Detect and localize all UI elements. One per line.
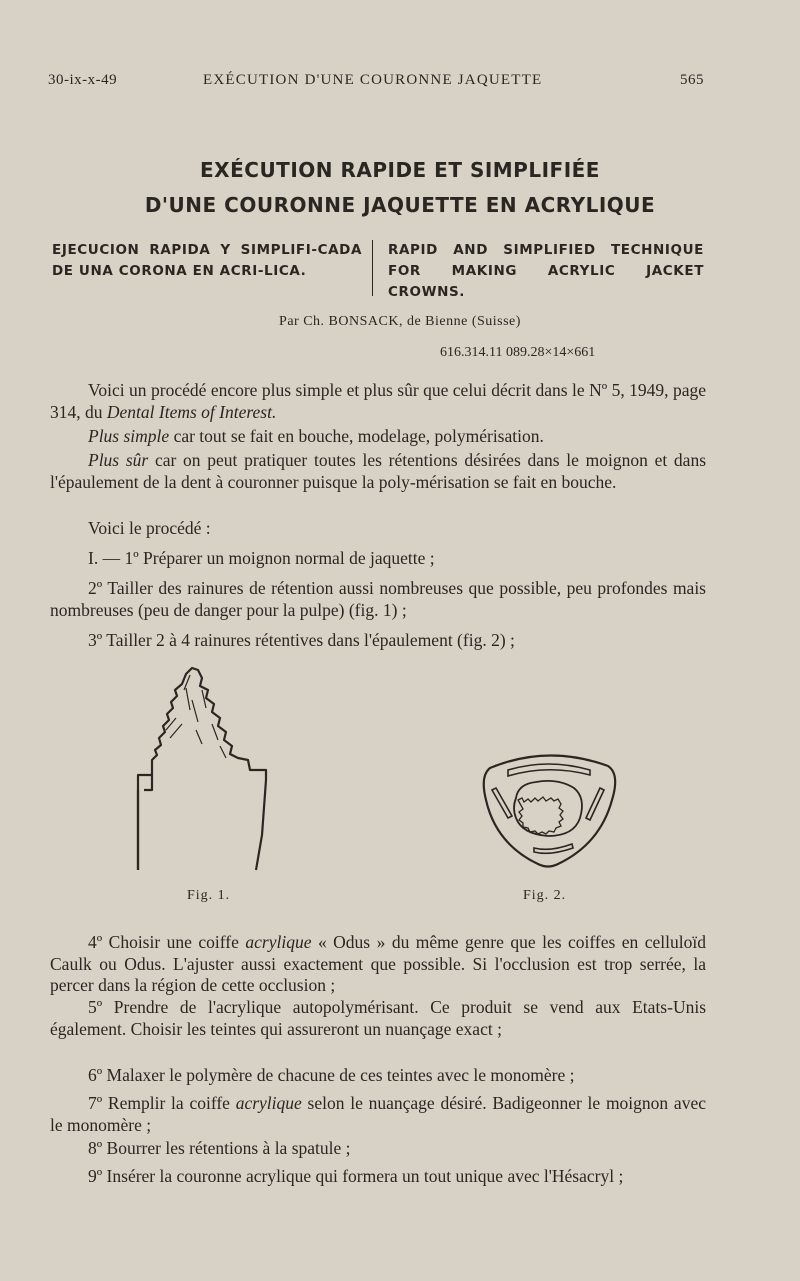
issue-date: 30-ix-x-49 bbox=[48, 72, 118, 88]
classification-code: 616.314.11 089.28×14×661 bbox=[440, 345, 596, 360]
step-2-text: 2º Tailler des rainures de rétention aussi nombreuses que possible, peu profondes mais nombreuses (peu de danger pour la pulpe) (fig. 1) ; bbox=[50, 578, 706, 620]
figure-1-caption: Fig. 1. bbox=[187, 888, 231, 903]
intro-paragraph-3 bbox=[50, 450, 706, 493]
step-7-text-rest: selon le nuançage désiré. Badigeonner le moignon avec le monomère ; bbox=[50, 1093, 706, 1135]
spanish-subtitle: EJECUCION RAPIDA Y SIMPLIFI-CADA DE UNA CORONA EN ACRI-LICA. bbox=[52, 242, 362, 279]
step-5-text: 5º Prendre de l'acrylique autopolymérisant. Ce produit se vend aux Etats-Unis également. Choisir les teintes qui assureront un nuançage exact ; bbox=[50, 997, 706, 1039]
figure-1-drawing bbox=[130, 660, 290, 880]
step-3-text: 3º Tailler 2 à 4 rainures rétentives dans l'épaulement (fig. 2) ; bbox=[88, 630, 515, 650]
step-4 bbox=[50, 932, 706, 997]
journal-reference: Dental Items of Interest. bbox=[106, 401, 277, 422]
intro-p3-emphasis: Plus sûr bbox=[88, 450, 149, 470]
figure-2-caption: Fig. 2. bbox=[523, 888, 567, 903]
step-5 bbox=[50, 997, 706, 1040]
step-4-text: 4º Choisir une coiffe bbox=[88, 932, 246, 952]
step-1 bbox=[50, 548, 706, 570]
intro-paragraph-2 bbox=[50, 426, 706, 448]
intro-paragraph-4 bbox=[50, 518, 706, 540]
step-2 bbox=[50, 578, 706, 621]
intro-paragraph-1 bbox=[50, 380, 706, 423]
step-1-text: I. — 1º Préparer un moignon normal de jaquette ; bbox=[88, 548, 435, 568]
intro-p2-emphasis: Plus simple bbox=[88, 426, 170, 446]
author-byline: Par Ch. BONSACK, de Bienne (Suisse) bbox=[279, 314, 521, 329]
article-title-line-1: EXÉCUTION RAPIDE ET SIMPLIFIÉE bbox=[200, 158, 600, 182]
intro-p1-text: Voici un procédé encore plus simple et plus sûr que celui décrit dans le Nº 5, 1949, page 314, du bbox=[50, 380, 706, 422]
step-6-text: 6º Malaxer le polymère de chacune de ces teintes avec le monomère ; bbox=[88, 1065, 575, 1085]
step-4-text-rest: « Odus » du même genre que les coiffes en celluloïd Caulk ou Odus. L'ajuster aussi exactement que possible. Si l'occlusion est trop serrée, la percer dans la région de cette occlusion ; bbox=[50, 932, 707, 995]
step-3 bbox=[50, 630, 706, 652]
step-8-text: 8º Bourrer les rétentions à la spatule ; bbox=[88, 1138, 351, 1158]
column-divider bbox=[372, 240, 373, 296]
page-number: 565 bbox=[680, 72, 704, 88]
english-subtitle: RAPID AND SIMPLIFIED TECHNIQUE FOR MAKING ACRYLIC JACKET CROWNS. bbox=[388, 242, 704, 300]
intro-p2-text: car tout se fait en bouche, modelage, polymérisation. bbox=[169, 426, 544, 446]
step-7-emphasis: acrylique bbox=[235, 1093, 302, 1113]
step-7-text: 7º Remplir la coiffe bbox=[88, 1093, 236, 1113]
step-8 bbox=[50, 1138, 706, 1160]
article-title-line-2: D'UNE COURONNE JAQUETTE EN ACRYLIQUE bbox=[144, 193, 656, 217]
step-7 bbox=[50, 1093, 706, 1136]
step-6 bbox=[50, 1065, 706, 1087]
step-9-text: 9º Insérer la couronne acrylique qui formera un tout unique avec l'Hésacryl ; bbox=[88, 1166, 624, 1186]
step-4-emphasis: acrylique bbox=[245, 932, 312, 952]
intro-p3-text: car on peut pratiquer toutes les rétentions désirées dans le moignon et dans l'épaulement de la dent à couronner puisque la poly-mérisation se fait en bouche. bbox=[50, 450, 706, 492]
step-9 bbox=[50, 1166, 706, 1188]
intro-p4-text: Voici le procédé : bbox=[88, 518, 211, 538]
running-title: EXÉCUTION D'UNE COURONNE JAQUETTE bbox=[203, 72, 543, 88]
figure-2-drawing bbox=[478, 748, 620, 872]
